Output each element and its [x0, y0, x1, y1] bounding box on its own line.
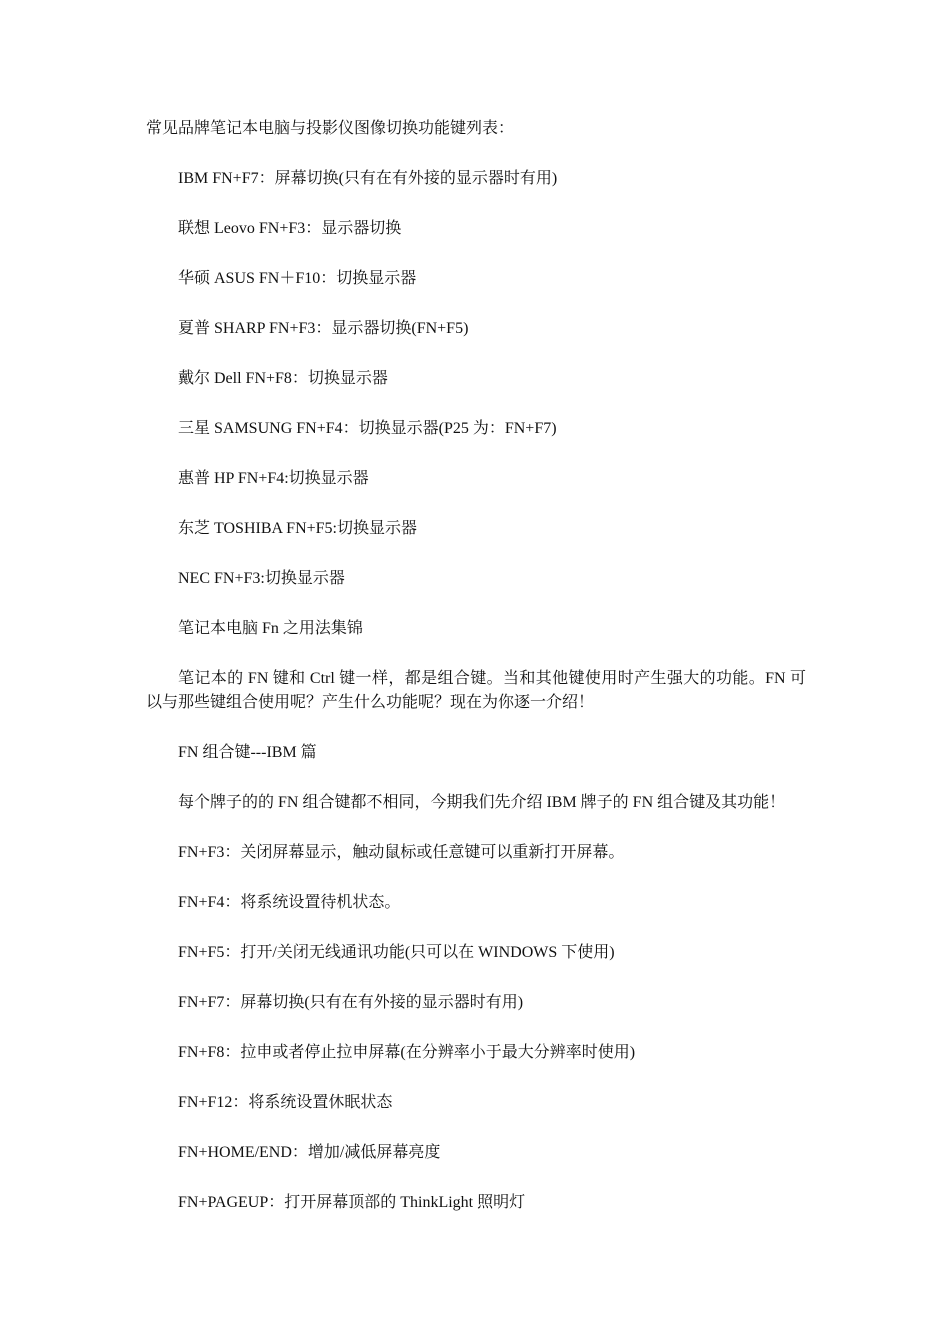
subsection-heading: FN 组合键---IBM 篇	[178, 744, 317, 761]
ibm-key-fn-f4: FN+F4：将系统设置待机状态。	[178, 894, 401, 911]
ibm-key-fn-f3: FN+F3：关闭屏幕显示，触动鼠标或任意键可以重新打开屏幕。	[178, 844, 625, 861]
subsection-intro: 每个牌子的的 FN 组合键都不相同，今期我们先介绍 IBM 牌子的 FN 组合键及其功能！	[178, 794, 786, 811]
section-heading: 笔记本电脑 Fn 之用法集锦	[178, 620, 363, 637]
brand-line-dell: 戴尔 Dell FN+F8：切换显示器	[178, 370, 388, 387]
brand-line-toshiba: 东芝 TOSHIBA FN+F5:切换显示器	[178, 520, 417, 537]
document-title: 常见品牌笔记本电脑与投影仪图像切换功能键列表：	[146, 120, 515, 137]
intro-paragraph: 笔记本的 FN 键和 Ctrl 键一样，都是组合键。当和其他键使用时产生强大的功能。FN 可以与那些键组合使用呢？产生什么功能呢？现在为你逐一介绍！	[146, 670, 806, 711]
ibm-key-fn-f7: FN+F7：屏幕切换(只有在有外接的显示器时有用)	[178, 994, 524, 1011]
ibm-key-fn-f8: FN+F8：拉申或者停止拉申屏幕(在分辨率小于最大分辨率时使用)	[178, 1044, 636, 1061]
brand-line-sharp: 夏普 SHARP FN+F3：显示器切换(FN+F5)	[178, 320, 469, 337]
brand-line-nec: NEC FN+F3:切换显示器	[178, 570, 345, 587]
brand-line-samsung: 三星 SAMSUNG FN+F4：切换显示器(P25 为：FN+F7)	[178, 420, 557, 437]
ibm-key-fn-pageup: FN+PAGEUP：打开屏幕顶部的 ThinkLight 照明灯	[178, 1194, 526, 1211]
brand-line-hp: 惠普 HP FN+F4:切换显示器	[178, 470, 369, 487]
ibm-key-fn-f5: FN+F5：打开/关闭无线通讯功能(只可以在 WINDOWS 下使用)	[178, 944, 615, 961]
ibm-key-fn-f12: FN+F12：将系统设置休眠状态	[178, 1094, 393, 1111]
brand-line-ibm: IBM FN+F7：屏幕切换(只有在有外接的显示器时有用)	[178, 170, 558, 187]
brand-line-asus: 华硕 ASUS FN＋F10：切换显示器	[178, 270, 417, 287]
ibm-key-fn-home-end: FN+HOME/END：增加/减低屏幕亮度	[178, 1144, 441, 1161]
brand-line-lenovo: 联想 Leovo FN+F3：显示器切换	[178, 220, 402, 237]
